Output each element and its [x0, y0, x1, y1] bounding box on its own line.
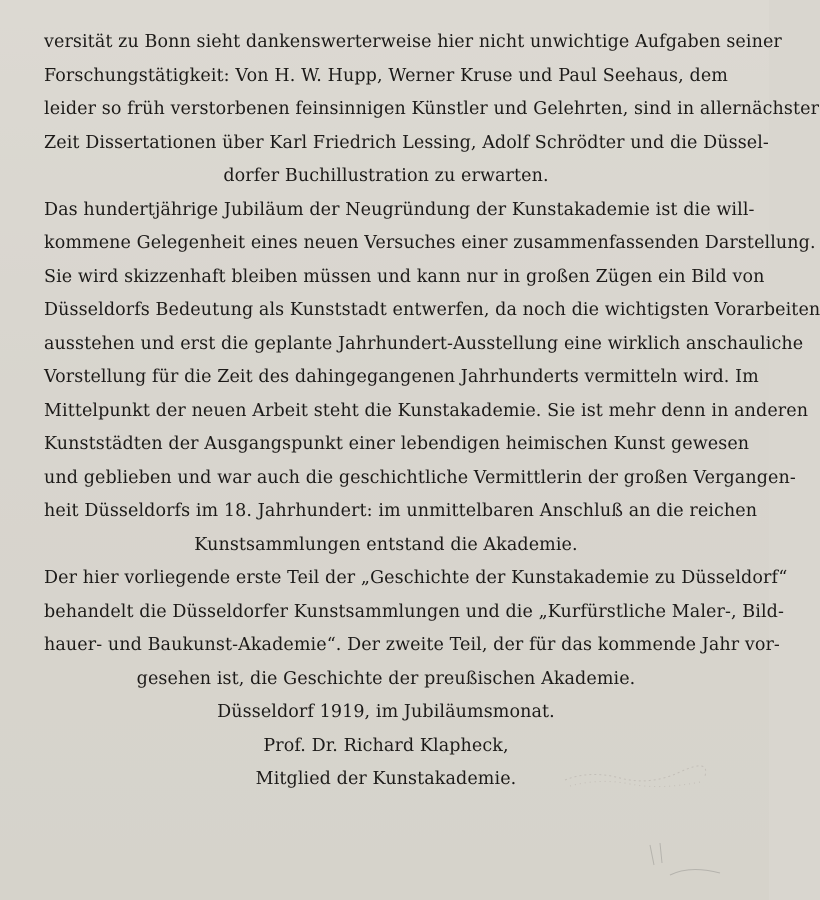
text-line: Vorstellung für die Zeit des dahingegangenen Jahrhunderts vermitteln wird. Im — [44, 367, 759, 387]
text-line: Düsseldorfs Bedeutung als Kunststadt entwerfen, da noch die wichtigsten Vorarbeiten — [44, 300, 820, 320]
faint-stamp-marks — [560, 760, 710, 790]
text-line: Der hier vorliegende erste Teil der „Geschichte der Kunstakademie zu Düsseldorf“ — [44, 568, 788, 588]
text-line: Forschungstätigkeit: Von H. W. Hupp, Werner Kruse und Paul Seehaus, dem — [44, 65, 728, 86]
text-line: heit Düsseldorfs im 18. Jahrhundert: im unmittelbaren Anschluß an die reichen — [44, 501, 758, 521]
text-line: Kunstsammlungen entstand die Akademie. — [194, 534, 578, 555]
text-line: behandelt die Düsseldorfer Kunstsammlungen und die „Kurfürstliche Maler-, Bild- — [44, 601, 784, 622]
text-line: hauer- und Baukunst-Akademie“. Der zweite Teil, der für das kommende Jahr vor- — [44, 635, 780, 655]
place-date: Düsseldorf 1919, im Jubiläumsmonat. — [217, 702, 555, 722]
author-title: Mitglied der Kunstakademie. — [255, 769, 517, 789]
text-line: kommene Gelegenheit eines neuen Versuches einer zusammenfassenden Darstellung. — [44, 233, 816, 253]
author-name: Prof. Dr. Richard Klapheck, — [263, 735, 509, 756]
text-line: Kunststädten der Ausgangspunkt einer lebendigen heimischen Kunst gewesen — [44, 434, 750, 454]
text-line: dorfer Buchillustration zu erwarten. — [223, 166, 549, 186]
text-line: versität zu Bonn sieht dankenswerterweise hier nicht unwichtige Aufgaben seiner — [44, 32, 782, 52]
text-line: ausstehen und erst die geplante Jahrhundert-Ausstellung eine wirklich anschauliche — [44, 333, 804, 354]
text-line: Sie wird skizzenhaft bleiben müssen und kann nur in großen Zügen ein Bild von — [44, 266, 765, 287]
text-line: und geblieben und war auch die geschichtliche Vermittlerin der großen Vergangen- — [44, 467, 796, 488]
text-line: Mittelpunkt der neuen Arbeit steht die Kunstakademie. Sie ist mehr denn in anderen — [44, 400, 809, 421]
text-line: Zeit Dissertationen über Karl Friedrich Lessing, Adolf Schrödter und die Düssel- — [44, 132, 769, 153]
text-line: leider so früh verstorbenen feinsinnigen Künstler und Gelehrten, sind in allernächster — [44, 99, 820, 119]
text-line: Das hundertjährige Jubiläum der Neugründung der Kunstakademie ist die will- — [44, 199, 755, 220]
body-text — [44, 26, 820, 797]
pencil-marks — [640, 835, 730, 885]
text-line: gesehen ist, die Geschichte der preußischen Akademie. — [136, 668, 636, 689]
